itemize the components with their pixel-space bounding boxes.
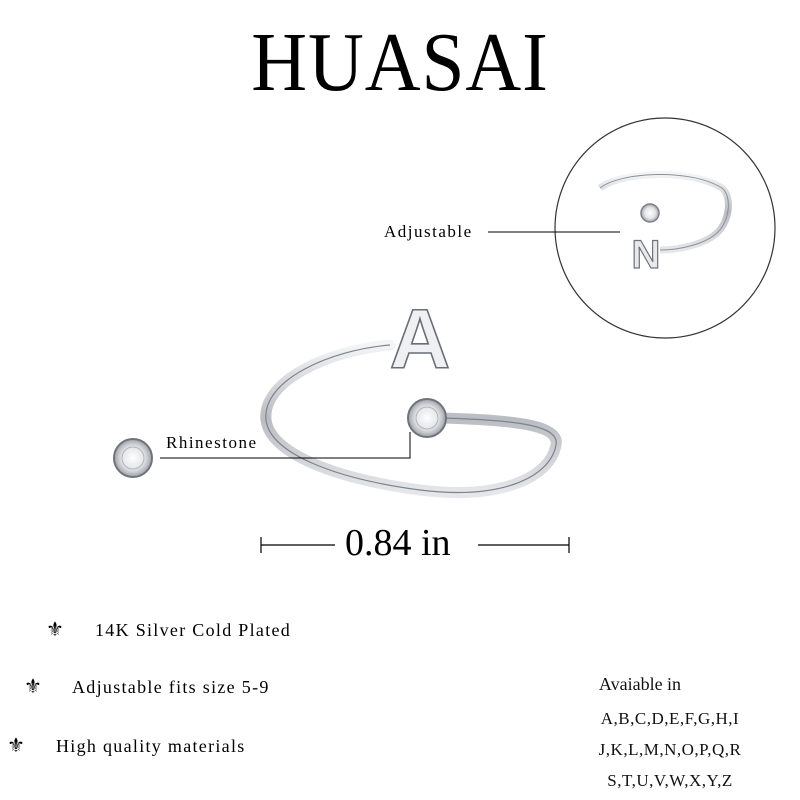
dimension-label: 0.84 in	[345, 522, 451, 564]
availability-row: J,K,L,M,N,O,P,Q,R	[598, 740, 742, 759]
feature-size: Adjustable fits size 5-9	[72, 677, 270, 697]
adjustable-label: Adjustable	[384, 222, 473, 241]
inset-circle	[555, 118, 775, 338]
rhinestone-sample	[114, 439, 152, 477]
main-letter: A	[389, 292, 451, 386]
inset-detail	[555, 118, 775, 338]
feature-quality: High quality materials	[56, 736, 246, 756]
main-ring	[266, 292, 556, 492]
fleur-de-lis-icon: ⚜	[46, 619, 64, 641]
fleur-de-lis-icon: ⚜	[7, 735, 25, 757]
availability-row: S,T,U,V,W,X,Y,Z	[607, 771, 733, 790]
availability-row: A,B,C,D,E,F,G,H,I	[600, 709, 740, 728]
ring-rhinestone	[408, 399, 446, 437]
feature-plating: 14K Silver Cold Plated	[95, 620, 292, 640]
inset-rhinestone	[641, 204, 659, 222]
brand-logo: HUASAI	[251, 16, 549, 109]
fleur-de-lis-icon: ⚜	[24, 676, 42, 698]
availability-title: Avaiable in	[598, 674, 682, 694]
inset-letter: N	[631, 233, 661, 277]
rhinestone-label: Rhinestone	[166, 433, 258, 452]
